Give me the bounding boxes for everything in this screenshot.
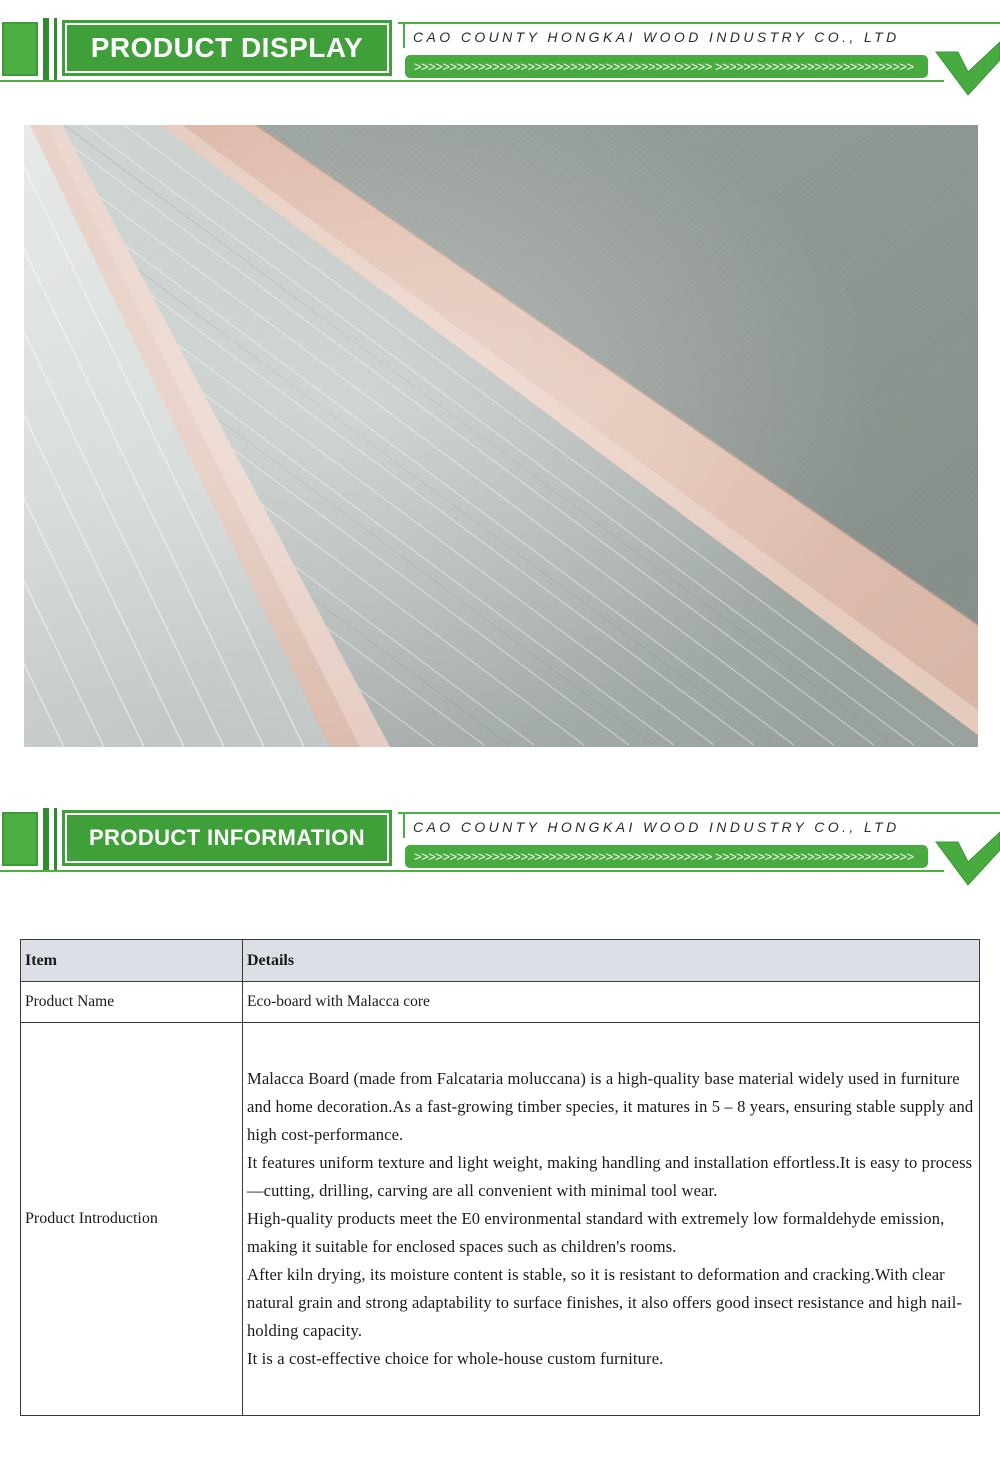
intro-paragraph: High-quality products meet the E0 environmental standard with extremely low formaldehyde emission, making it suitable for enclosed spaces such as children's rooms. bbox=[247, 1209, 945, 1256]
table-row bbox=[21, 1023, 980, 1416]
table-row bbox=[21, 982, 980, 1023]
header-top-rule bbox=[398, 812, 1000, 814]
section-title-box bbox=[62, 810, 392, 866]
item-cell: Product Name bbox=[21, 982, 243, 1023]
product-display-header bbox=[0, 0, 1000, 100]
intro-paragraph: It features uniform texture and light weight, making handling and installation effortless.It is easy to process—cutting, drilling, carving are all convenient with minimal tool wear. bbox=[247, 1153, 973, 1200]
section-title: PRODUCT INFORMATION bbox=[88, 825, 366, 850]
table-header-row bbox=[21, 940, 980, 982]
intro-paragraph: After kiln drying, its moisture content is stable, so it is resistant to deformation and cracking.With clear natural grain and strong adaptability to surface finishes, it also offers good insect resistance and high nail-holding capacity. bbox=[247, 1265, 963, 1340]
header-accent-bar-thin bbox=[54, 18, 57, 80]
details-cell bbox=[243, 1023, 980, 1416]
header-bottom-rule bbox=[0, 870, 944, 872]
header-accent-bar bbox=[43, 18, 49, 80]
details-cell: Eco-board with Malacca core bbox=[243, 982, 980, 1023]
product-photo bbox=[24, 125, 978, 747]
product-information-header bbox=[0, 790, 1000, 890]
header-bottom-rule bbox=[0, 80, 944, 82]
company-name: CAO COUNTY HONGKAI WOOD INDUSTRY CO., LTD bbox=[413, 819, 900, 835]
header-bracket bbox=[403, 24, 405, 48]
intro-paragraph: It is a cost-effective choice for whole-house custom furniture. bbox=[247, 1349, 664, 1368]
header-accent-bar-thin bbox=[54, 808, 57, 870]
header-accent-block bbox=[2, 22, 38, 76]
check-mark-icon bbox=[930, 40, 1000, 98]
item-cell: Product Introduction bbox=[21, 1023, 243, 1416]
product-spec-table bbox=[20, 939, 980, 1416]
section-title-box bbox=[62, 20, 392, 76]
header-top-rule bbox=[398, 22, 1000, 24]
chevron-bar: >>>>>>>>>>>>>>>>>>>>>>>>>>>>>>>>>>>>>>>>>> >>>>>>>>>>>>>>>>>>>>>>>>>>>> bbox=[405, 845, 928, 868]
section-title: PRODUCT DISPLAY bbox=[90, 32, 364, 63]
check-mark-icon bbox=[930, 830, 1000, 888]
header-bracket bbox=[403, 814, 405, 838]
column-header-details: Details bbox=[243, 940, 980, 982]
header-accent-bar bbox=[43, 808, 49, 870]
photo-light-glow bbox=[24, 125, 978, 747]
header-accent-block bbox=[2, 812, 38, 866]
company-name: CAO COUNTY HONGKAI WOOD INDUSTRY CO., LTD bbox=[413, 29, 900, 45]
chevron-bar: >>>>>>>>>>>>>>>>>>>>>>>>>>>>>>>>>>>>>>>>>> >>>>>>>>>>>>>>>>>>>>>>>>>>>> bbox=[405, 55, 928, 78]
column-header-item: Item bbox=[21, 940, 243, 982]
intro-paragraph: Malacca Board (made from Falcataria moluccana) is a high-quality base material widely used in furniture and home decoration.As a fast-growing timber species, it matures in 5 – 8 years, ensuring stable supply and high cost-performance. bbox=[247, 1069, 974, 1144]
